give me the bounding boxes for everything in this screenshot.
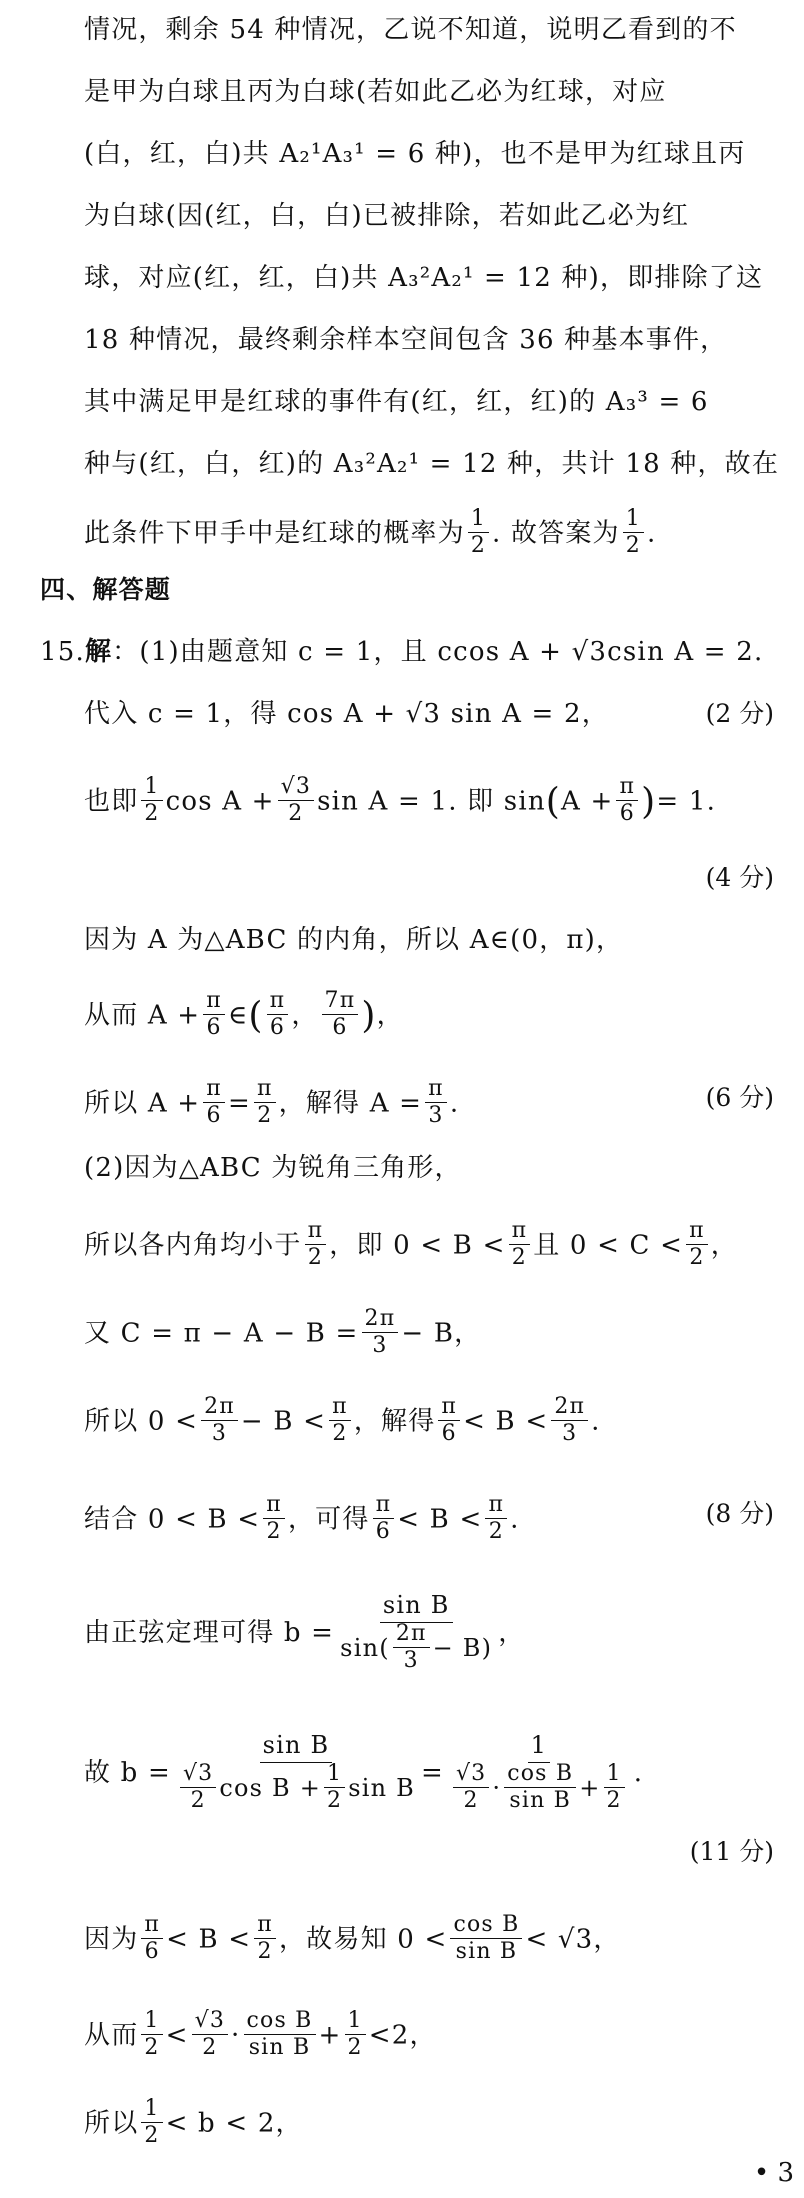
numerator: 1 — [345, 2008, 366, 2035]
right-paren: ) — [361, 995, 377, 1037]
fraction — [203, 988, 225, 1041]
text-segment: 又 C = π − A − B = — [84, 1318, 359, 1349]
score-mark: (2 分) — [705, 699, 774, 728]
fraction — [278, 774, 314, 827]
fraction — [504, 1761, 576, 1814]
fraction — [623, 506, 644, 559]
text-segment: . — [646, 518, 657, 549]
text-segment: 从而 — [84, 2020, 139, 2051]
text-segment: ，解得 — [353, 1406, 436, 1437]
text-line: 情况，剩余 54 种情况，乙说不知道，说明乙看到的不 — [84, 15, 737, 45]
numerator: 2π — [551, 1394, 588, 1421]
numerator: 2π — [362, 1306, 399, 1333]
fraction — [141, 2008, 162, 2061]
text-segment: 此条件下甲手中是红球的概率为 — [84, 518, 465, 549]
fraction — [201, 1394, 238, 1447]
probability-line — [84, 508, 656, 561]
equation-line — [84, 990, 404, 1043]
text-segment: . — [591, 1406, 601, 1437]
text-segment: − B < — [240, 1406, 327, 1437]
text-segment: 所以各内角均小于 — [84, 1230, 302, 1261]
fraction — [322, 988, 359, 1041]
numerator: 1 — [468, 506, 489, 533]
text-segment: sin — [340, 1634, 380, 1662]
fraction — [244, 2008, 316, 2061]
denominator: 2 — [266, 1519, 282, 1544]
numerator: π — [254, 1912, 276, 1939]
text-segment: − B — [432, 1634, 482, 1662]
text-segment: 结合 0 < B < — [84, 1504, 261, 1535]
text-segment: ，即 0 < B < — [329, 1230, 506, 1261]
text-segment: 所以 A + — [84, 1088, 201, 1119]
fraction — [686, 1218, 708, 1271]
fraction — [267, 988, 289, 1041]
denominator: 2 — [511, 1245, 527, 1270]
equation-line — [84, 1220, 738, 1273]
numerator: cos B — [244, 2008, 316, 2035]
left-paren: ( — [379, 1634, 390, 1662]
fraction — [438, 1394, 460, 1447]
numerator: 1 — [623, 506, 644, 533]
equation-line — [84, 1396, 601, 1449]
fraction — [425, 1076, 447, 1129]
numerator: π — [373, 1492, 395, 1519]
text-line: 球，对应(红，红，白)共 A₃²A₂¹ = 12 种)，即排除了这 — [84, 263, 764, 293]
fraction — [180, 1761, 216, 1814]
numerator: 1 — [141, 774, 162, 801]
fraction — [604, 1761, 625, 1814]
denominator: 6 — [441, 1421, 457, 1446]
fraction — [141, 1912, 163, 1965]
text-segment: < B < — [397, 1504, 483, 1535]
fraction — [174, 1728, 418, 1816]
denominator: sin B — [509, 1788, 572, 1813]
left-paren: ( — [545, 781, 562, 823]
denominator: 6 — [206, 1103, 222, 1128]
text-segment: . 故答案为 — [492, 518, 620, 549]
fraction — [485, 1492, 507, 1545]
text-line: (白，红，白)共 A₂¹A₃¹ = 6 种)，也不是甲为红球且丙 — [84, 139, 746, 169]
text-line: 18 种情况，最终剩余样本空间包含 36 种基本事件， — [84, 325, 728, 355]
text-segment: ，可得 — [287, 1504, 370, 1535]
denominator: 2 — [689, 1245, 705, 1270]
fraction — [373, 1492, 395, 1545]
numerator: π — [203, 988, 225, 1015]
text-segment: ，故易知 0 < — [278, 1924, 448, 1955]
fraction — [362, 1306, 399, 1359]
text-segment: 由正弦定理可得 b = — [84, 1618, 335, 1648]
equation-line — [84, 1914, 621, 1967]
numerator: π — [616, 774, 638, 801]
text-segment: . — [633, 1758, 644, 1788]
right-paren: ) — [641, 781, 657, 823]
denominator: 6 — [206, 1015, 222, 1040]
denominator: 2 — [190, 1788, 206, 1813]
text-segment: 也即 — [84, 786, 139, 817]
text-segment: < B < — [166, 1924, 252, 1955]
text-segment: = — [420, 1758, 444, 1788]
text-segment: < √3， — [525, 1924, 621, 1955]
numerator: π — [509, 1218, 531, 1245]
text-line: 是甲为白球且丙为白球(若如此乙必为红球，对应 — [84, 77, 667, 107]
denominator: 2 — [144, 2123, 160, 2148]
denominator: sin B — [248, 2035, 311, 2060]
text-segment: . — [510, 1504, 520, 1535]
denominator — [337, 1623, 495, 1676]
numerator: π — [329, 1394, 351, 1421]
text-segment: 所以 0 < — [84, 1406, 199, 1437]
numerator: 2π — [201, 1394, 238, 1421]
denominator — [447, 1763, 631, 1816]
solution-label: 解 — [84, 637, 113, 667]
question-15-line-1 — [40, 632, 763, 672]
denominator: 2 — [202, 2035, 218, 2060]
text-segment: < B < — [463, 1406, 549, 1437]
fraction — [192, 2008, 228, 2061]
text-segment: cos B + — [219, 1774, 322, 1802]
fraction — [450, 1912, 522, 1965]
denominator: 2 — [463, 1788, 479, 1813]
numerator: cos B — [504, 1761, 576, 1788]
text-segment: < — [165, 2020, 189, 2051]
text-segment: sin A = 1. 即 sin — [317, 786, 546, 817]
text-segment: ∈ — [227, 1000, 249, 1031]
fraction — [453, 1761, 489, 1814]
denominator: 2 — [625, 533, 641, 558]
denominator: 6 — [144, 1939, 160, 1964]
text-segment: (1)由题意知 c = 1，且 ccos A + √3csin A = 2. — [139, 637, 764, 667]
numerator: π — [485, 1492, 507, 1519]
text-segment: ， — [291, 1000, 319, 1031]
denominator: 2 — [257, 1939, 273, 1964]
text-segment: 因为 — [84, 1924, 139, 1955]
numerator: √3 — [278, 774, 314, 801]
numerator: cos B — [450, 1912, 522, 1939]
fraction — [254, 1076, 276, 1129]
denominator: 2 — [488, 1519, 504, 1544]
fraction — [254, 1912, 276, 1965]
fraction — [393, 1621, 430, 1674]
numerator: 2π — [393, 1621, 430, 1648]
denominator: 3 — [562, 1421, 578, 1446]
numerator: 1 — [324, 1761, 345, 1788]
denominator: 2 — [257, 1103, 273, 1128]
fraction — [203, 1076, 225, 1129]
denominator: 2 — [606, 1788, 622, 1813]
denominator: 3 — [428, 1103, 444, 1128]
text-line: 代入 c = 1，得 cos A + √3 sin A = 2， — [84, 699, 609, 729]
numerator: π — [141, 1912, 163, 1939]
text-segment: cos A + — [165, 786, 275, 817]
denominator: 3 — [211, 1421, 228, 1446]
fraction — [305, 1218, 327, 1271]
numerator: 1 — [141, 2008, 162, 2035]
text-segment: · — [231, 2020, 241, 2051]
fraction — [324, 1761, 345, 1814]
fraction — [551, 1394, 588, 1447]
numerator: π — [254, 1076, 276, 1103]
denominator: sin B — [455, 1939, 518, 1964]
text-segment: ，解得 A = — [278, 1088, 423, 1119]
text-line: 因为 A 为△ABC 的内角，所以 A∈(0，π)， — [84, 925, 624, 955]
numerator: π — [438, 1394, 460, 1421]
text-segment: . — [449, 1088, 460, 1119]
text-segment: 且 0 < C < — [533, 1230, 684, 1261]
denominator: 6 — [619, 801, 635, 826]
numerator: π — [305, 1218, 327, 1245]
denominator: 6 — [269, 1015, 286, 1040]
fraction — [337, 1588, 495, 1676]
score-mark: (8 分) — [705, 1499, 774, 1528]
denominator: 2 — [470, 533, 487, 558]
equation-line — [84, 2010, 437, 2063]
fraction — [329, 1394, 351, 1447]
numerator: π — [425, 1076, 447, 1103]
text-segment: = — [227, 1088, 251, 1119]
fraction — [509, 1218, 531, 1271]
equation-line — [84, 1308, 481, 1361]
numerator: π — [267, 988, 289, 1015]
left-paren: ( — [248, 995, 264, 1037]
text-segment: ， — [376, 1000, 404, 1031]
numerator: π — [686, 1218, 708, 1245]
numerator: 1 — [528, 1728, 550, 1763]
numerator: sin B — [380, 1588, 453, 1623]
fraction — [141, 2096, 162, 2149]
equation-line — [84, 2098, 303, 2151]
text-line: 为白球(因(红，白，白)已被排除，若如此乙必为红 — [84, 201, 690, 231]
denominator: 2 — [327, 1788, 343, 1813]
text-segment: sin B — [348, 1774, 415, 1802]
text-segment: ， — [498, 1618, 526, 1648]
equation-line — [84, 1590, 525, 1678]
numerator: √3 — [192, 2008, 228, 2035]
text-segment: + — [318, 2020, 342, 2051]
denominator — [174, 1763, 418, 1816]
text-segment: = 1. — [656, 786, 717, 817]
denominator: 3 — [372, 1333, 388, 1358]
text-segment: + — [579, 1774, 601, 1802]
equation-line — [84, 1730, 643, 1818]
fraction — [263, 1492, 285, 1545]
numerator: sin B — [260, 1728, 333, 1763]
section-heading: 四、解答题 — [40, 575, 172, 604]
right-paren: ) — [481, 1634, 493, 1662]
denominator: 2 — [144, 2035, 160, 2060]
equation-line — [84, 1078, 459, 1131]
text-segment: − B， — [401, 1318, 482, 1349]
fraction — [468, 506, 489, 559]
denominator: 2 — [288, 801, 304, 826]
text-line: (2)因为△ABC 为锐角三角形， — [84, 1153, 462, 1183]
denominator: 2 — [307, 1245, 324, 1270]
text-line: 其中满足甲是红球的事件有(红，红，红)的 A₃³ = 6 — [84, 387, 709, 417]
fraction — [345, 2008, 366, 2061]
fraction — [141, 774, 162, 827]
fraction — [616, 774, 638, 827]
page-number: • 3 — [753, 2158, 794, 2188]
numerator: 1 — [141, 2096, 162, 2123]
denominator: 2 — [332, 1421, 348, 1446]
text-segment: <2， — [368, 2020, 437, 2051]
score-mark: (4 分) — [705, 863, 774, 892]
numerator: √3 — [180, 1761, 216, 1788]
text-segment: ： — [112, 637, 140, 667]
numerator: √3 — [453, 1761, 489, 1788]
text-segment: 故 b = — [84, 1758, 171, 1788]
denominator: 2 — [144, 801, 160, 826]
denominator: 2 — [347, 2035, 363, 2060]
numerator: π — [263, 1492, 285, 1519]
text-line: 种与(红，白，红)的 A₃²A₂¹ = 12 种，共计 18 种，故在 — [84, 449, 780, 479]
denominator: 6 — [332, 1015, 348, 1040]
numerator: π — [203, 1076, 225, 1103]
fraction — [447, 1728, 631, 1816]
numerator: 1 — [604, 1761, 625, 1788]
equation-line — [84, 1494, 520, 1547]
denominator: 3 — [403, 1648, 419, 1673]
score-mark: (11 分) — [689, 1837, 774, 1866]
question-number: 15. — [40, 637, 85, 667]
text-segment: ， — [710, 1230, 738, 1261]
numerator: 7π — [322, 988, 359, 1015]
text-segment: < b < 2， — [165, 2108, 303, 2139]
score-mark: (6 分) — [705, 1083, 774, 1112]
text-segment: · — [492, 1774, 502, 1802]
text-segment: 从而 A + — [84, 1000, 201, 1031]
text-segment: 所以 — [84, 2108, 139, 2139]
text-segment: A + — [561, 786, 614, 817]
denominator: 6 — [375, 1519, 391, 1544]
equation-line — [84, 776, 716, 829]
